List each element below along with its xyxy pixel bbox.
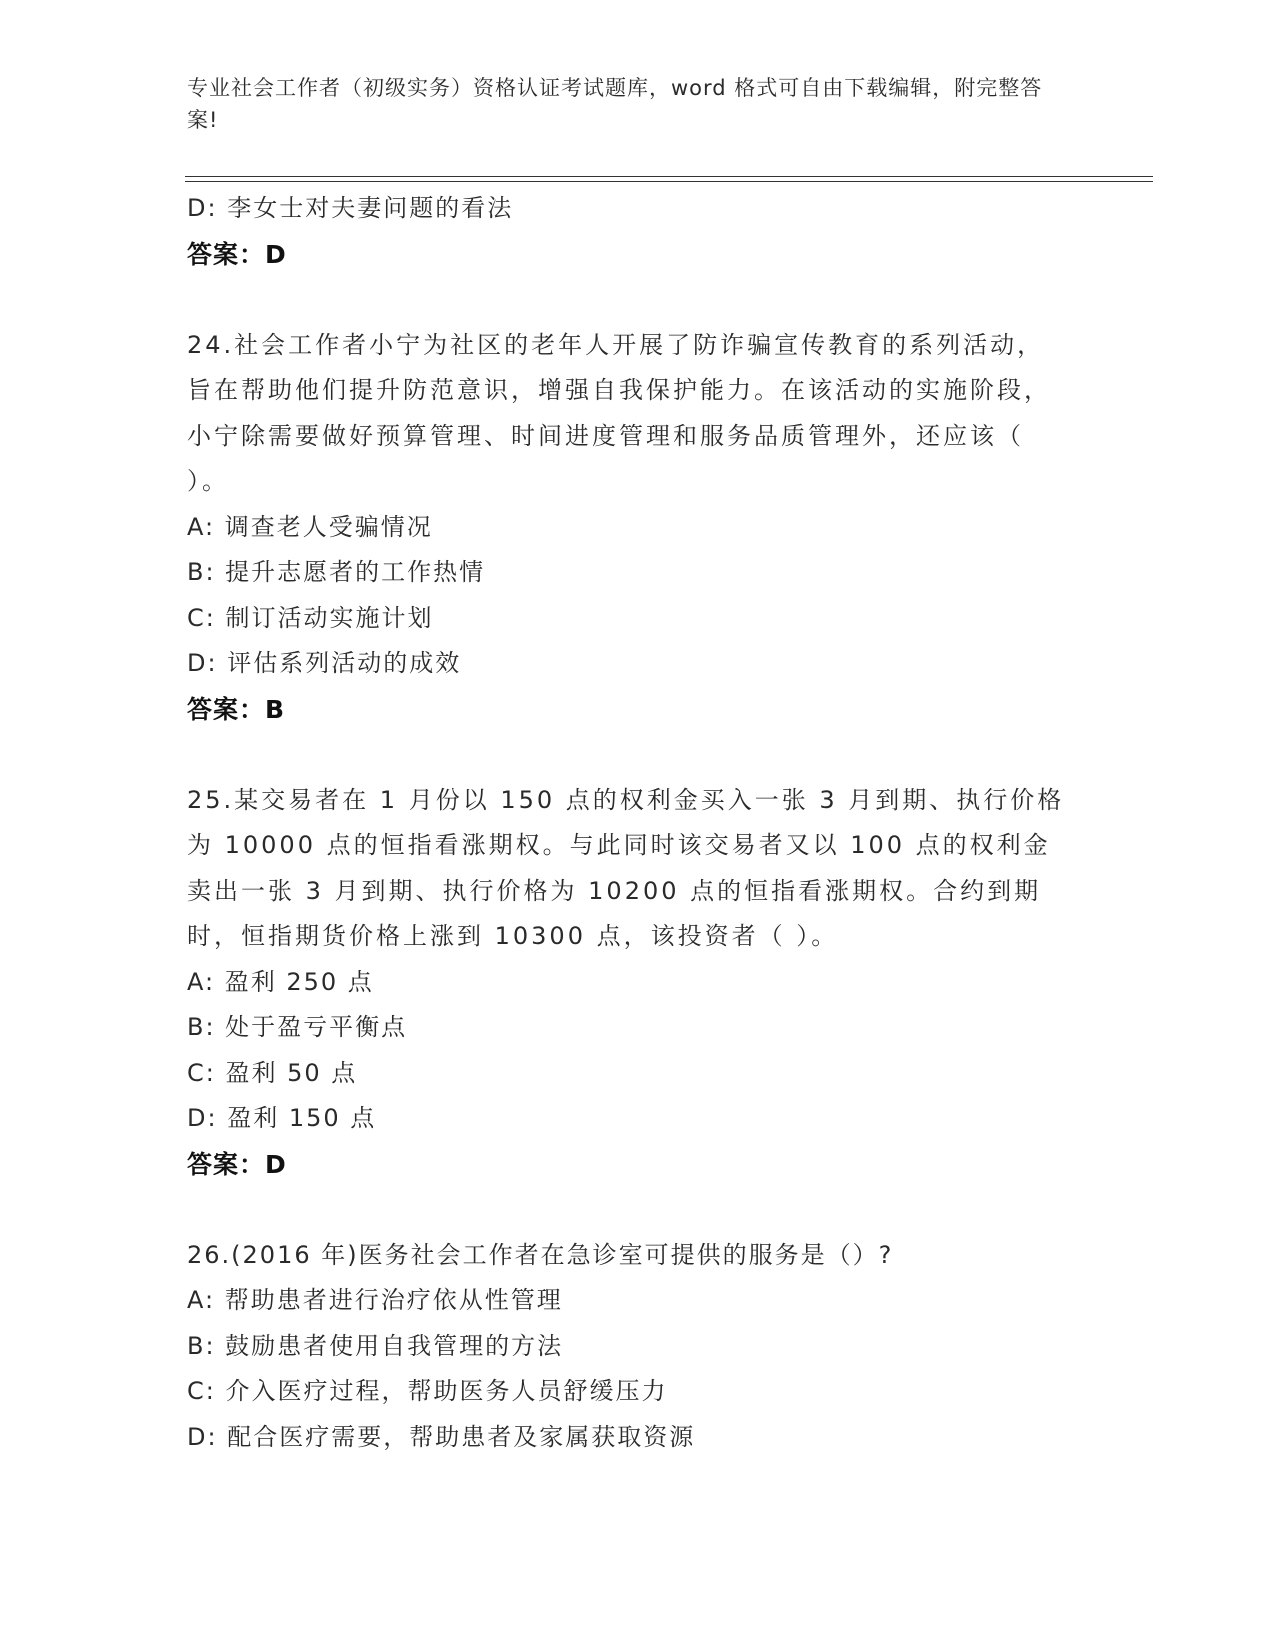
q24-option-d: D: 评估系列活动的成效 [187, 649, 462, 677]
q24-option-c: C: 制订活动实施计划 [187, 603, 434, 632]
q25-stem: 25.某交易者在 1 月份以 150 点的权利金买入一张 3 月到期、执行价格为 10000 点的恒指看涨期权。与此同时该交易者又以 100 点的权利金卖出一张 3 月到期、执行价格为 10200 点的恒指看涨期权。合约到期时，恒指期货价格上涨到 10300 点，该投资者（ ）。 [187, 785, 1065, 950]
prev-answer: 答案：D [187, 239, 287, 269]
q24-stem: 24.社会工作者小宁为社区的老年人开展了防诈骗宣传教育的系列活动，旨在帮助他们提升防范意识，增强自我保护能力。在该活动的实施阶段，小宁除需要做好预算管理、时间进度管理和服务品质管理外，还应该（ ）。 [187, 330, 1051, 495]
header-rule-bottom [185, 181, 1153, 182]
q24-option-a: A: 调查老人受骗情况 [187, 512, 433, 541]
header-rule-top [185, 176, 1153, 177]
q26-option-d: D: 配合医疗需要，帮助患者及家属获取资源 [187, 1422, 696, 1451]
q25-option-b: B: 处于盈亏平衡点 [187, 1013, 408, 1041]
q26-option-c: C: 介入医疗过程，帮助医务人员舒缓压力 [187, 1377, 668, 1405]
q25-option-d: D: 盈利 150 点 [187, 1104, 377, 1132]
question-content [187, 186, 1067, 1460]
q25-option-c: C: 盈利 50 点 [187, 1058, 358, 1087]
prev-option-d: D: 李女士对夫妻问题的看法 [187, 194, 514, 222]
q26-stem: 26.(2016 年)医务社会工作者在急诊室可提供的服务是（）? [187, 1240, 894, 1269]
q24-option-b: B: 提升志愿者的工作热情 [187, 558, 486, 586]
document-header: 专业社会工作者（初级实务）资格认证考试题库，word 格式可自由下载编辑，附完整答案! [187, 76, 1043, 132]
q26-option-b: B: 鼓励患者使用自我管理的方法 [187, 1331, 564, 1360]
q25-option-a: A: 盈利 250 点 [187, 967, 374, 996]
q24-answer: 答案：B [187, 694, 286, 724]
q25-answer: 答案：D [187, 1149, 287, 1179]
q26-option-a: A: 帮助患者进行治疗依从性管理 [187, 1286, 563, 1314]
